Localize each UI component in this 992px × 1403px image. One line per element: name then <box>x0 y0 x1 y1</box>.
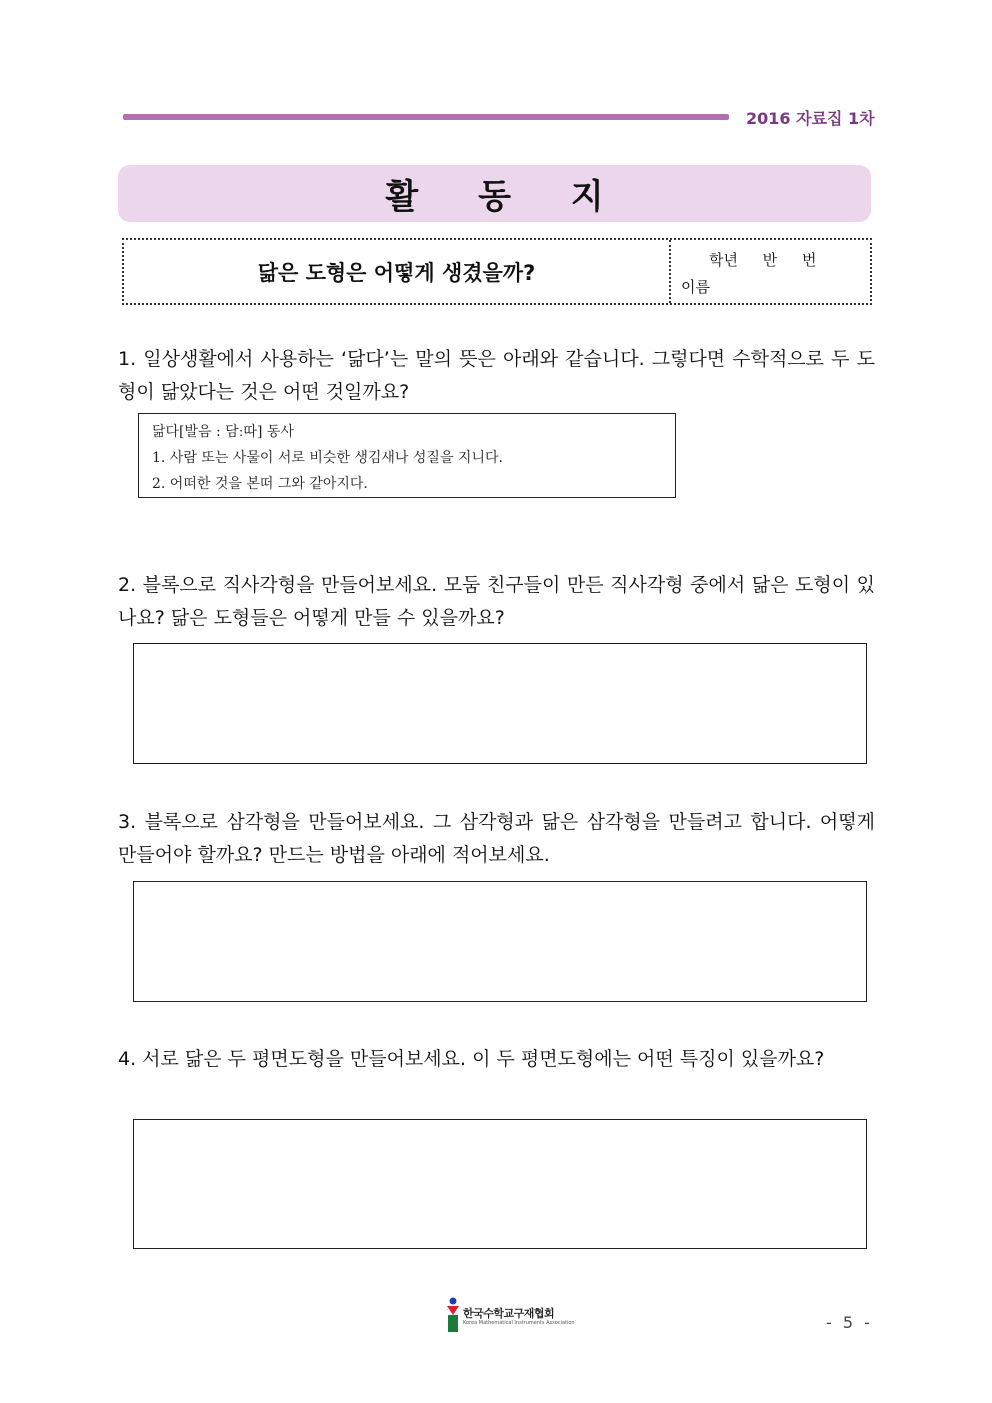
page-title: 활 동 지 <box>385 177 628 217</box>
organization-subtitle: Korea Mathematical Instruments Association <box>463 1320 575 1326</box>
answer-box-3[interactable] <box>133 881 867 1002</box>
dictionary-definition-2: 2. 어떠한 것을 본떠 그와 같아지다. <box>152 476 368 492</box>
student-info <box>671 240 870 303</box>
title-banner <box>118 165 871 222</box>
answer-box-4[interactable] <box>133 1119 867 1249</box>
topic-title: 닮은 도형은 어떻게 생겼을까? <box>124 240 671 303</box>
question-1: 1. 일상생활에서 사용하는 ‘닮다’는 말의 뜻은 아래와 같습니다. 그렇다면 수학적으로 두 도형이 닮았다는 것은 어떤 것일까요? <box>118 348 875 403</box>
organization-name: 한국수학교구재협회 <box>463 1307 555 1320</box>
logo-mark-icon <box>446 1297 460 1333</box>
organization-logo <box>446 1297 575 1333</box>
grade-class-number-label: 학년 반 번 <box>709 251 817 269</box>
question-3: 3. 블록으로 삼각형을 만들어보세요. 그 삼각형과 닮은 삼각형을 만들려고 합니다. 어떻게 만들어야 할까요? 만드는 방법을 아래에 적어보세요. <box>118 811 875 866</box>
name-label: 이름 <box>681 278 710 296</box>
info-box <box>122 238 872 305</box>
dictionary-box <box>138 413 676 498</box>
header-label: 2016 자료집 1차 <box>746 109 875 128</box>
dictionary-definition-1: 1. 사람 또는 사물이 서로 비슷한 생김새나 성질을 지니다. <box>152 450 503 466</box>
page-number: - 5 - <box>826 1313 870 1332</box>
question-4: 4. 서로 닮은 두 평면도형을 만들어보세요. 이 두 평면도형에는 어떤 특징이 있을까요? <box>118 1048 825 1070</box>
question-2: 2. 블록으로 직사각형을 만들어보세요. 모둠 친구들이 만든 직사각형 중에서 닮은 도형이 있나요? 닮은 도형들은 어떻게 만들 수 있을까요? <box>118 574 875 629</box>
header-accent-bar <box>123 114 729 120</box>
dictionary-headword: 닮다[발음 : 담ː따] 동사 <box>152 424 294 440</box>
answer-box-2[interactable] <box>133 643 867 764</box>
